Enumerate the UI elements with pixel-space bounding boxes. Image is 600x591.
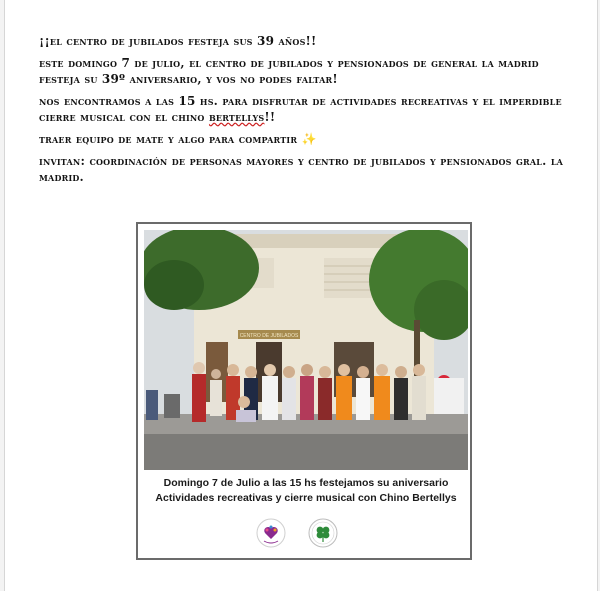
heart-people-logo-icon: [256, 518, 286, 548]
bring-text: traer equipo de mate y algo para compartir: [39, 132, 298, 146]
logos-row: [138, 518, 470, 550]
sparkles-icon: ✨: [301, 132, 317, 146]
group-photo: [144, 230, 468, 470]
paragraph-announcement: este domingo 7 de julio, el centro de jubilados y pensionados de general la madrid festeja su 39º aniversario, y vos no podes faltar!: [39, 56, 539, 86]
misspelled-word: bertellys: [208, 110, 265, 124]
paragraph-schedule: [39, 93, 569, 125]
document-text: [39, 33, 569, 191]
flyer-caption: [144, 476, 468, 506]
schedule-text: nos encontramos a las 15 hs. para disfrutar de actividades recreativas y el imperdible cierre musical con el chino: [39, 94, 562, 124]
flyer-image: [136, 222, 472, 560]
paragraph-invitation: invitan: coordinación de personas mayores y centro de jubilados y pensionados gral. la madrid.: [39, 154, 564, 184]
paragraph-bring: [39, 131, 569, 147]
building-sign-text: CENTRO DE JUBILADOS: [239, 333, 299, 339]
group-photo-illustration: [144, 230, 468, 470]
caption-line-1: Domingo 7 de Julio a las 15 hs festejamos su aniversario: [163, 477, 449, 489]
document-page: [4, 0, 598, 591]
clover-logo-icon: [308, 518, 338, 548]
schedule-exclamation: !!: [264, 110, 276, 124]
paragraph-heading: ¡¡el centro de jubilados festeja sus 39 años!!: [39, 34, 317, 48]
caption-line-2: Actividades recreativas y cierre musical con Chino Bertellys: [155, 492, 457, 504]
